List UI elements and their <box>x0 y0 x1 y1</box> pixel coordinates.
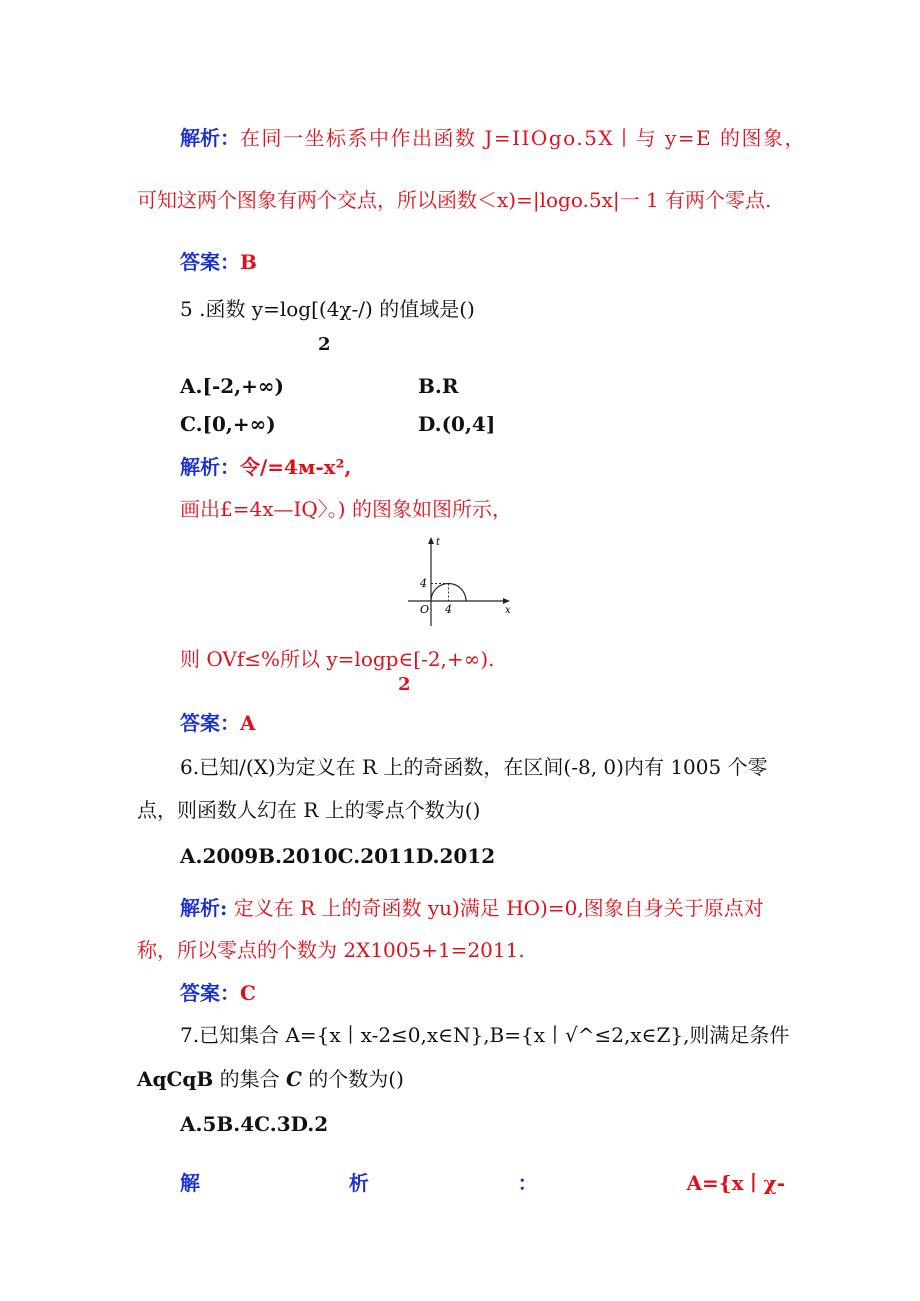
q6-analysis-label: 解析: <box>180 896 228 920</box>
q6-answer-label: 答案： <box>180 981 240 1005</box>
q4-analysis-label: 解析： <box>180 126 240 150</box>
q5-stem-subscript: 2 <box>318 334 331 355</box>
q5-option-d: D.(0,4] <box>418 412 496 436</box>
q7-analysis-char-3: ： <box>517 1170 538 1195</box>
q5-figure-y-label: t <box>436 537 441 548</box>
q5-figure-x-arrow <box>503 598 510 604</box>
q7-analysis-char-1: 解 <box>180 1170 200 1195</box>
q6-analysis-text1: 定义在 R 上的奇函数 yu)满足 HO)=0,图象自身关于原点对 <box>233 896 764 920</box>
q5-option-a: A.[-2,+∞) <box>180 374 285 398</box>
q5-option-b: B.R <box>418 374 459 398</box>
q6-stem-line1: 6.已知/(X)为定义在 R 上的奇函数，在区间(-8, 0)内有 1005 个零 <box>180 755 768 779</box>
q5-figure-x-tick: 4 <box>445 603 452 616</box>
q7-stem-line2 <box>137 1067 404 1091</box>
q5-figure-x-label: x <box>505 605 511 616</box>
q6-analysis-line2: 称，所以零点的个数为 2X1005+1=2011. <box>137 938 525 962</box>
q7-options: A.5B.4C.3D.2 <box>180 1112 329 1136</box>
q5-analysis-line3: 则 OVf≤%所以 y=logp∈[-2,+∞). <box>180 647 495 671</box>
q4-answer <box>180 250 257 274</box>
q5-option-c: C.[0,+∞) <box>180 412 276 436</box>
q5-figure-y-tick: 4 <box>420 577 427 590</box>
q5-stem: 5 .函数 y=log[(4χ-/) 的值域是() <box>180 297 475 321</box>
q6-stem-line2: 点，则函数人幻在 R 上的零点个数为() <box>137 798 481 822</box>
q6-answer-value: C <box>240 981 256 1005</box>
q5-answer-label: 答案： <box>180 711 240 735</box>
q7-stem-line1: 7.已知集合 A={x丨x-2≤0,x∈N},B={x丨√^≤2,x∈Z},则满足条件 <box>180 1023 790 1047</box>
q4-answer-label: 答案： <box>180 250 240 274</box>
q6-analysis-line1 <box>180 896 764 920</box>
q5-analysis-line1 <box>180 455 351 479</box>
q5-figure-y-arrow <box>428 537 434 544</box>
q7-stem-text-b: 的个数为() <box>301 1067 404 1091</box>
q7-stem-sets: AqCqB <box>137 1067 214 1091</box>
q5-answer-value: A <box>240 711 256 735</box>
q4-analysis-line2: 可知这两个图象有两个交点，所以函数＜x)=|logo.5x|一 1 有两个零点. <box>137 188 772 212</box>
q4-analysis-text1: 在同一坐标系中作出函数 J=IIOgo.5X丨与 y=E 的图象， <box>240 126 807 150</box>
q5-answer <box>180 711 256 735</box>
q7-stem-text-a: 的集合 <box>213 1067 287 1091</box>
q7-analysis-char-2: 析 <box>348 1170 369 1195</box>
q6-options: A.2009B.2010C.2011D.2012 <box>180 844 496 868</box>
q4-answer-value: B <box>240 250 257 274</box>
q4-analysis-line1 <box>180 126 806 150</box>
q7-analysis-line <box>180 1168 785 1194</box>
q6-answer <box>180 981 256 1005</box>
q5-figure-origin: O <box>420 603 430 616</box>
q7-analysis-tail: A={x丨χ- <box>686 1170 785 1195</box>
q5-analysis-label: 解析： <box>180 455 240 479</box>
q5-analysis-subscript: 2 <box>398 674 411 695</box>
q5-figure <box>402 532 520 628</box>
q5-analysis-line2: 画出£=4x—IQ〉。) 的图象如图所示， <box>180 497 512 521</box>
q7-stem-set-c: C <box>286 1067 302 1091</box>
q5-analysis-text1: 令∕=4м-x², <box>240 455 352 479</box>
